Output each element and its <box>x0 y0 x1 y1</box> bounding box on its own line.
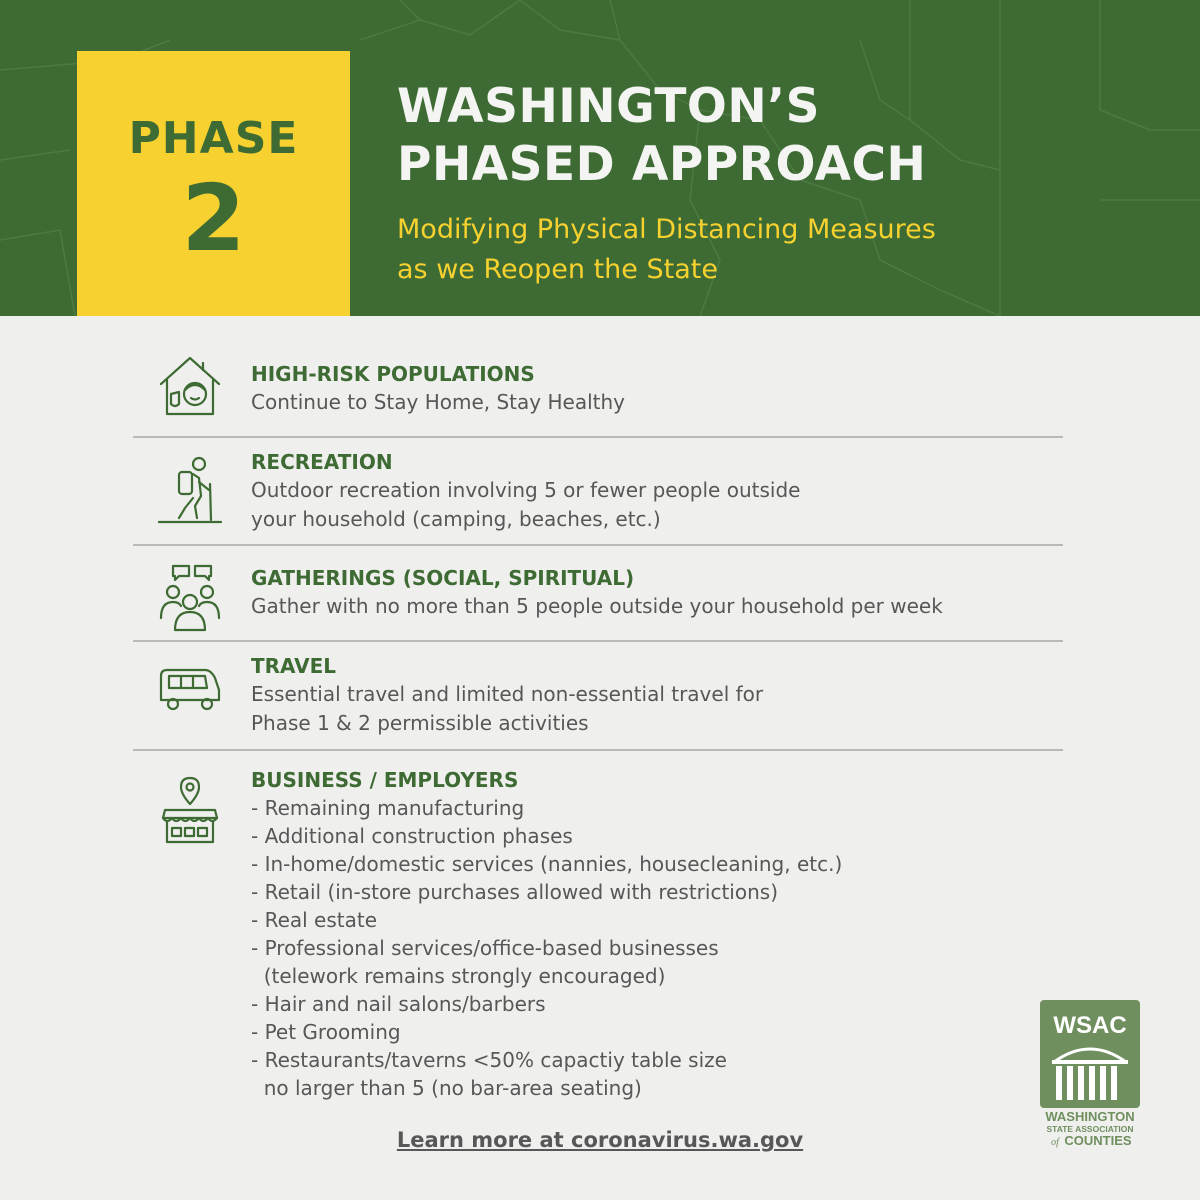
list-item: - Hair and nail salons/barbers <box>251 992 546 1016</box>
section-recreation <box>133 446 1063 542</box>
list-item: - Pet Grooming <box>251 1020 401 1044</box>
list-item: - In-home/domestic services (nannies, housecleaning, etc.) <box>251 852 843 876</box>
section-heading: GATHERINGS (SOCIAL, SPIRITUAL) <box>251 566 635 590</box>
list-item: - Real estate <box>251 908 378 932</box>
section-business <box>133 764 1063 1104</box>
section-text <box>251 360 1071 417</box>
group-chat-icon <box>155 562 225 634</box>
page-subtitle <box>397 210 1177 290</box>
title-line-2: PHASED APPROACH <box>397 137 927 192</box>
hiker-icon <box>155 456 225 528</box>
section-description-line-2: Phase 1 & 2 permissible activities <box>251 711 589 735</box>
business-list <box>251 794 1071 1102</box>
section-description: Continue to Stay Home, Stay Healthy <box>251 390 625 414</box>
list-item: - Restaurants/taverns <50% capactiy table size <box>251 1048 727 1072</box>
section-text <box>251 564 1071 621</box>
learn-more-link[interactable]: Learn more at coronavirus.wa.gov <box>396 1128 804 1152</box>
divider <box>133 749 1063 751</box>
list-item: - Remaining manufacturing <box>251 796 525 820</box>
section-heading: RECREATION <box>251 450 393 474</box>
title-line-1: WASHINGTON’S <box>397 79 820 134</box>
section-travel <box>133 650 1063 746</box>
subtitle-line-1: Modifying Physical Distancing Measures <box>397 214 936 245</box>
divider <box>133 436 1063 438</box>
logo-line-3-small: of <box>1051 1137 1059 1148</box>
logo-line-3: COUNTIES <box>1064 1133 1132 1148</box>
logo-abbr: WSAC <box>1053 1012 1127 1039</box>
section-high-risk <box>133 358 1063 430</box>
subtitle-line-2: as we Reopen the State <box>397 254 718 285</box>
header-banner <box>0 0 1200 316</box>
list-item: (telework remains strongly encouraged) <box>251 964 666 988</box>
storefront-pin-icon <box>155 776 225 848</box>
phase-number: 2 <box>181 165 246 272</box>
section-gatherings <box>133 562 1063 634</box>
footer <box>0 1128 1200 1152</box>
section-text <box>251 652 1071 738</box>
section-description-line-1: Essential travel and limited non-essential travel for <box>251 682 764 706</box>
section-text <box>251 448 1071 534</box>
section-heading: HIGH-RISK POPULATIONS <box>251 362 535 386</box>
section-heading: TRAVEL <box>251 654 337 678</box>
section-text <box>251 766 1071 1102</box>
list-item: - Retail (in-store purchases allowed with restrictions) <box>251 880 778 904</box>
list-item: - Professional services/office-based businesses <box>251 936 719 960</box>
list-item: no larger than 5 (no bar-area seating) <box>251 1076 642 1100</box>
wsac-logo <box>1040 1000 1140 1150</box>
section-heading: BUSINESS / EMPLOYERS <box>251 768 519 792</box>
page-title <box>397 78 1177 194</box>
divider <box>133 640 1063 642</box>
section-description-line-1: Outdoor recreation involving 5 or fewer people outside <box>251 478 801 502</box>
phase-badge <box>77 51 350 316</box>
section-description: Gather with no more than 5 people outside your household per week <box>251 594 943 618</box>
logo-line-1: WASHINGTON <box>1045 1109 1135 1124</box>
van-icon <box>155 656 225 728</box>
house-person-icon <box>155 350 225 422</box>
list-item: - Additional construction phases <box>251 824 573 848</box>
divider <box>133 544 1063 546</box>
section-description-line-2: your household (camping, beaches, etc.) <box>251 507 661 531</box>
logo-line-2: STATE ASSOCIATION <box>1046 1124 1134 1134</box>
phase-label: PHASE <box>128 113 299 164</box>
